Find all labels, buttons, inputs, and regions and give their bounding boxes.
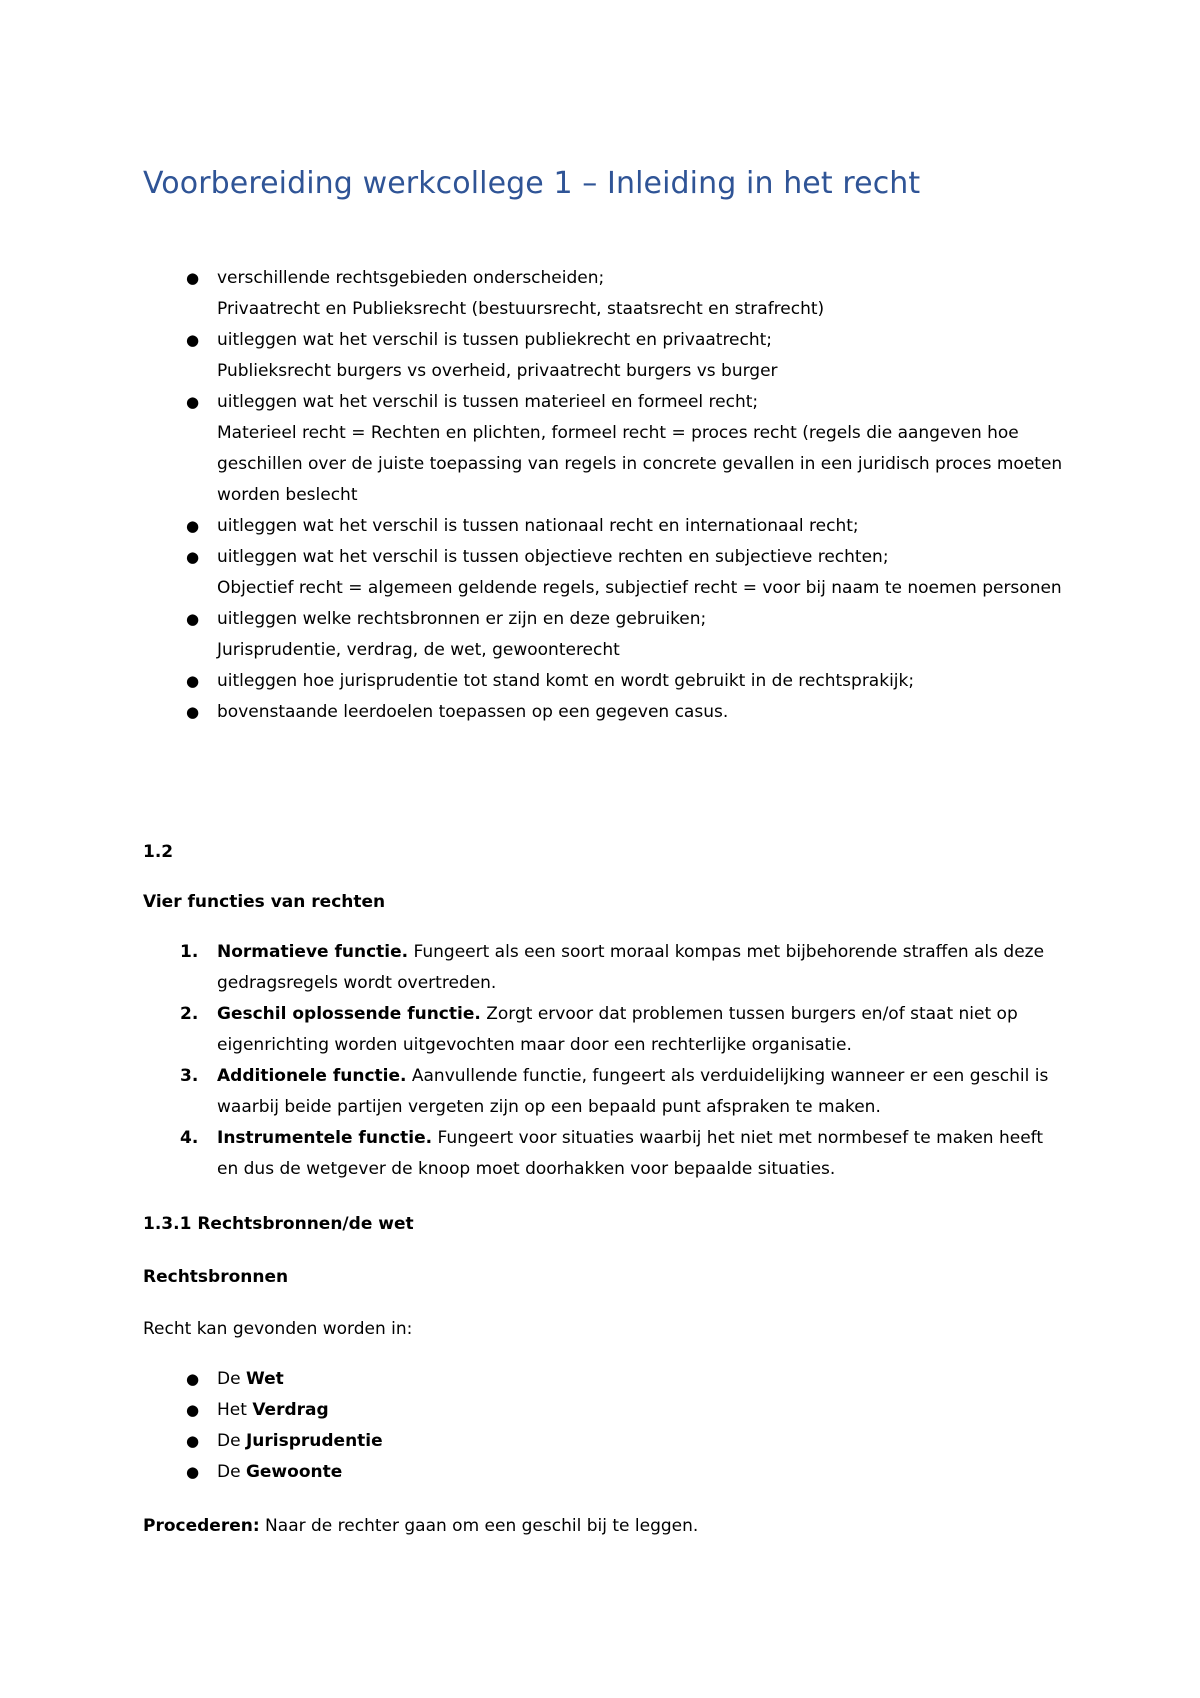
source-prefix: De (217, 1369, 246, 1389)
goal-text: uitleggen wat het verschil is tussen objectieve rechten en subjectieve rechten; (217, 547, 889, 567)
goal-text: verschillende rechtsgebieden onderscheiden; (217, 268, 605, 288)
function-name: Normatieve functie. (217, 942, 409, 962)
source-name: Verdrag (252, 1400, 329, 1420)
bullet-icon: ● (186, 1432, 200, 1450)
sources-list (0, 1364, 1087, 1488)
source-prefix: De (217, 1462, 246, 1482)
bullet-icon: ● (186, 703, 200, 721)
list-item (0, 666, 1087, 697)
goal-text: bovenstaande leerdoelen toepassen op een gegeven casus. (217, 702, 729, 722)
list-item (0, 387, 1087, 511)
list-item (0, 604, 1087, 666)
source-prefix: Het (217, 1400, 253, 1420)
goal-note: Jurisprudentie, verdrag, de wet, gewoonterecht (217, 640, 620, 660)
list-item (0, 542, 1087, 604)
functions-list (0, 937, 1062, 1185)
function-name: Geschil oplossende functie. (217, 1004, 481, 1024)
section-heading: Vier functies van rechten (143, 892, 386, 912)
function-name: Additionele functie. (217, 1066, 407, 1086)
item-number: 4. (180, 1128, 199, 1148)
function-description: Fungeert voor situaties waarbij het niet met normbesef te maken heeft en dus de wetgever de knoop moet doorhakken voor bepaalde situaties. (217, 1128, 1044, 1179)
goal-note: Materieel recht = Rechten en plichten, formeel recht = proces recht (regels die aangeven hoe geschillen over de juiste toepassing van regels in concrete gevallen in een juridisch proces moeten worden beslecht (217, 423, 1063, 505)
goal-text: uitleggen wat het verschil is tussen publiekrecht en privaatrecht; (217, 330, 773, 350)
bullet-icon: ● (186, 548, 200, 566)
list-item (0, 1061, 1062, 1123)
source-prefix: De (217, 1431, 246, 1451)
source-name: Jurisprudentie (245, 1431, 383, 1451)
list-item (0, 511, 1087, 542)
function-name: Instrumentele functie. (217, 1128, 433, 1148)
list-item (0, 1395, 1087, 1426)
procederen-definition (143, 1511, 698, 1542)
bullet-icon: ● (186, 1401, 200, 1419)
bullet-icon: ● (186, 610, 200, 628)
goal-text: uitleggen wat het verschil is tussen nationaal recht en internationaal recht; (217, 516, 859, 536)
item-number: 1. (180, 942, 199, 962)
bullet-icon: ● (186, 393, 200, 411)
list-item (0, 1364, 1087, 1395)
list-item (0, 325, 1087, 387)
item-number: 3. (180, 1066, 199, 1086)
source-name: Wet (245, 1369, 284, 1389)
function-description: Fungeert als een soort moraal kompas met bijbehorende straffen als deze gedragsregels wordt overtreden. (217, 942, 1045, 993)
list-item (0, 1457, 1087, 1488)
goal-text: uitleggen welke rechtsbronnen er zijn en deze gebruiken; (217, 609, 707, 629)
goal-text: uitleggen wat het verschil is tussen materieel en formeel recht; (217, 392, 759, 412)
bullet-icon: ● (186, 1370, 200, 1388)
goal-text: uitleggen hoe jurisprudentie tot stand komt en wordt gebruikt in de rechtsprakijk; (217, 671, 915, 691)
function-description: Zorgt ervoor dat problemen tussen burgers en/of staat niet op eigenrichting worden uitgevochten maar door een rechterlijke organisatie. (217, 1004, 1018, 1055)
bullet-icon: ● (186, 672, 200, 690)
sources-intro: Recht kan gevonden worden in: (143, 1319, 413, 1339)
list-item (0, 999, 1062, 1061)
goal-note: Privaatrecht en Publieksrecht (bestuursrecht, staatsrecht en strafrecht) (217, 299, 825, 319)
list-item (0, 263, 1087, 325)
goal-note: Objectief recht = algemeen geldende regels, subjectief recht = voor bij naam te noemen personen (217, 578, 1062, 598)
section-number: 1.2 (143, 842, 174, 862)
procederen-term: Procederen: (143, 1516, 260, 1536)
function-description: Aanvullende functie, fungeert als verduidelijking wanneer er een geschil is waarbij beide partijen vergeten zijn op een bepaald punt afspraken te maken. (217, 1066, 1049, 1117)
list-item (0, 697, 1087, 728)
document-title: Voorbereiding werkcollege 1 – Inleiding in het recht (143, 166, 921, 201)
list-item (0, 1123, 1062, 1185)
bullet-icon: ● (186, 1463, 200, 1481)
list-item (0, 1426, 1087, 1457)
list-item (0, 937, 1062, 999)
bullet-icon: ● (186, 331, 200, 349)
section-heading: 1.3.1 Rechtsbronnen/de wet (143, 1214, 414, 1234)
learning-goals-list (0, 263, 1087, 728)
subsection-heading: Rechtsbronnen (143, 1267, 289, 1287)
bullet-icon: ● (186, 269, 200, 287)
item-number: 2. (180, 1004, 199, 1024)
source-name: Gewoonte (245, 1462, 343, 1482)
procederen-text: Naar de rechter gaan om een geschil bij te leggen. (259, 1516, 699, 1536)
goal-note: Publieksrecht burgers vs overheid, privaatrecht burgers vs burger (217, 361, 778, 381)
bullet-icon: ● (186, 517, 200, 535)
